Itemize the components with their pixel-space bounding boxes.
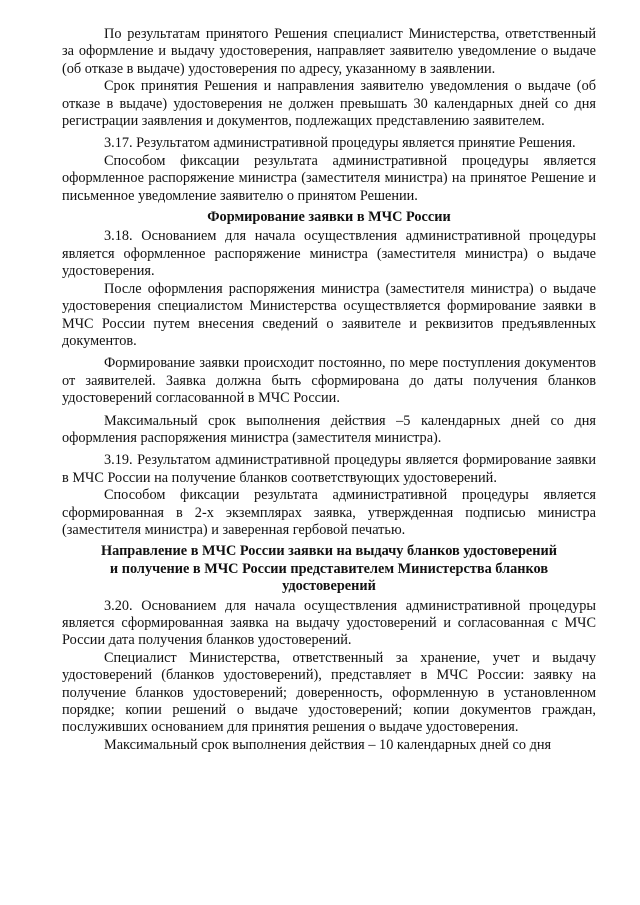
- paragraph: Максимальный срок выполнения действия – 10 календарных дней со дня: [104, 736, 552, 753]
- paragraph: Способом фиксации результата административной процедуры является оформленное распоряжение министра (заместителя министра) на принятое Решение и письменное уведомление заявителю о принятом Решении.: [62, 152, 596, 204]
- paragraph: Срок принятия Решения и направления заявителю уведомления о выдаче (об отказе в выдаче) удостоверения не должен превышать 30 календарных дней со дня регистрации заявления и документов, подлежащих представлению заявителем.: [62, 78, 596, 130]
- paragraph: 3.20. Основанием для начала осуществления административной процедуры является сформированная заявка на выдачу удостоверений и согласованная с МЧС России дата получения бланков удостоверений.: [62, 597, 596, 649]
- paragraph: Специалист Министерства, ответственный за хранение, учет и выдачу удостоверений (бланков удостоверений), представляет в МЧС России: заявку на получение бланков удостоверений; доверенность, оформленную в установленном порядке; копии решений о выдаче удостоверений; копии документов граждан, послуживших основанием для принятия решения о выдаче удостоверения.: [62, 649, 596, 736]
- heading-line: удостоверений: [282, 578, 376, 595]
- paragraph: Максимальный срок выполнения действия –5 календарных дней со дня оформления распоряжения министра (заместителя министра).: [62, 412, 596, 446]
- paragraph: Формирование заявки происходит постоянно, по мере поступления документов от заявителей. Заявка должна быть сформирована до даты получения бланков удостоверений согласованной в МЧС России.: [62, 355, 596, 407]
- heading-line: Направление в МЧС России заявки на выдачу бланков удостоверений: [100, 543, 557, 560]
- paragraph: По результатам принятого Решения специалист Министерства, ответственный за оформление и выдачу удостоверения, направляет заявителю уведомление о выдаче (об отказе в выдаче) удостоверения по адресу, указанному в заявлении.: [62, 26, 596, 77]
- paragraph: Способом фиксации результата административной процедуры является сформированная в 2-х экземплярах заявка, утвержденная подписью министра (заместителя министра) и заверенная гербовой печатью.: [62, 487, 596, 538]
- section-heading: [62, 543, 596, 595]
- heading-line: Формирование заявки в МЧС России: [207, 209, 451, 226]
- paragraph: 3.19. Результатом административной процедуры является формирование заявки в МЧС России на получение бланков соответствующих удостоверений.: [62, 452, 596, 486]
- paragraph: 3.18. Основанием для начала осуществления административной процедуры является оформленное распоряжение министра (заместителя министра) о выдаче удостоверения.: [62, 228, 596, 280]
- section-heading: [62, 209, 596, 226]
- heading-line: и получение в МЧС России представителем Министерства бланков: [109, 560, 549, 577]
- paragraph: 3.17. Результатом административной процедуры является принятие Решения.: [104, 135, 576, 152]
- paragraph: После оформления распоряжения министра (заместителя министра) о выдаче удостоверения специалистом Министерства осуществляется формирование заявки в МЧС России путем внесения сведений о заявителе и реквизитов предъявленных документов.: [62, 280, 596, 349]
